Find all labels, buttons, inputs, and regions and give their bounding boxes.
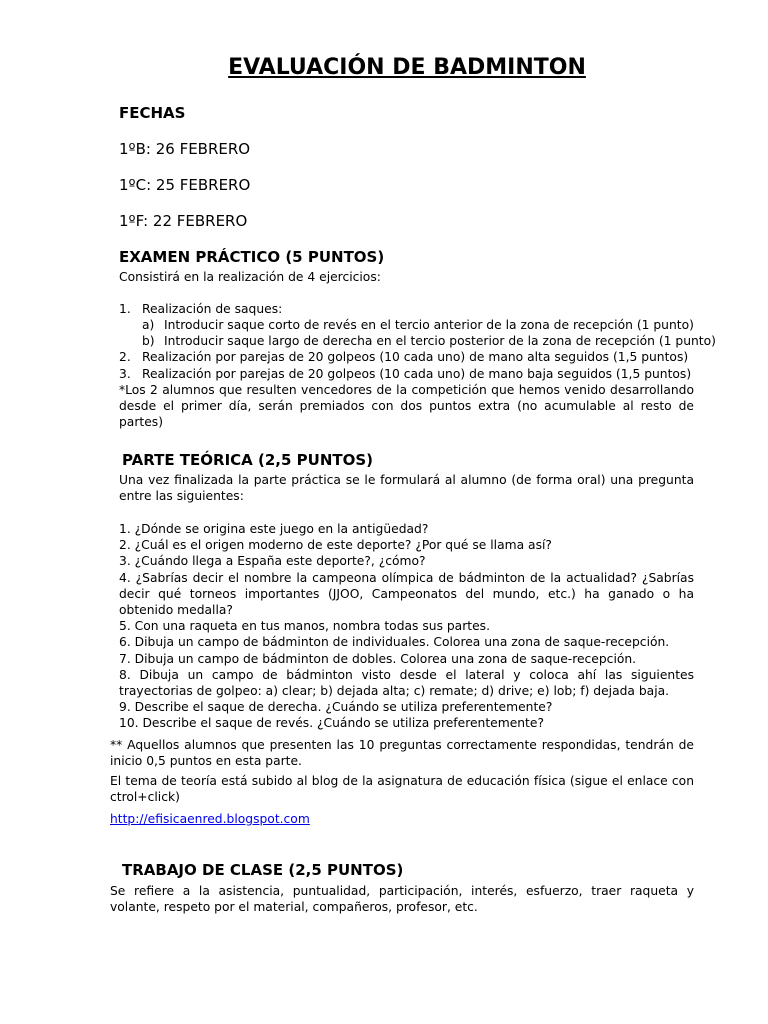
document-title: EVALUACIÓN DE BADMINTON: [228, 55, 586, 80]
examen-intro: Consistirá en la realización de 4 ejercicios:: [119, 270, 381, 284]
list-number: 1.: [119, 302, 131, 316]
examen-item-3: [119, 366, 691, 382]
list-item: 4. ¿Sabrías decir el nombre la campeona olímpica de bádminton de la actualidad? ¿Sabrías decir qué torneos importantes (JJOO, Campeonatos del mundo, etc.) ha ganado o ha obtenido medalla?: [119, 570, 694, 618]
list-item: 7. Dibuja un campo de bádminton de dobles. Colorea una zona de saque-recepción.: [119, 651, 637, 666]
blog-link[interactable]: [110, 811, 310, 827]
list-number: 2.: [119, 350, 131, 364]
examen-item-1: [119, 301, 282, 317]
teorica-heading: PARTE TEÓRICA (2,5 PUNTOS): [122, 451, 374, 469]
list-item: 3. ¿Cuándo llega a España este deporte?, ¿cómo?: [119, 554, 426, 569]
examen-item-a: [142, 317, 694, 333]
teorica-intro: Una vez finalizada la parte práctica se le formulará al alumno (de forma oral) una pregunta entre las siguientes:: [119, 473, 694, 504]
list-letter: a): [142, 318, 155, 332]
date-1f: 1ºF: 22 FEBRERO: [119, 212, 248, 230]
teorica-note-2: El tema de teoría está subido al blog de la asignatura de educación física (sigue el enlace con ctrol+click): [110, 774, 694, 805]
list-text: Introducir saque largo de derecha en el tercio posterior de la zona de recepción (1 punto): [164, 334, 716, 348]
list-letter: b): [142, 334, 155, 348]
list-number: 3.: [119, 367, 131, 381]
examen-note: *Los 2 alumnos que resulten vencedores de la competición que hemos venido desarrollando desde el primer día, serán premiados con dos puntos extra (no acumulable al resto de partes): [119, 383, 694, 430]
list-text: Realización de saques:: [142, 302, 283, 316]
trabajo-text: Se refiere a la asistencia, puntualidad, participación, interés, esfuerzo, traer raqueta y volante, respeto por el material, compañeros, profesor, etc.: [110, 884, 694, 915]
list-item: 6. Dibuja un campo de bádminton de individuales. Colorea una zona de saque-recepción.: [119, 635, 670, 650]
trabajo-heading: TRABAJO DE CLASE (2,5 PUNTOS): [122, 861, 404, 879]
examen-item-2: [119, 349, 688, 365]
list-item: 9. Describe el saque de derecha. ¿Cuándo se utiliza preferentemente?: [119, 700, 553, 715]
date-1b: 1ºB: 26 FEBRERO: [119, 140, 251, 158]
examen-item-b: [142, 333, 716, 349]
list-text: Realización por parejas de 20 golpeos (10 cada uno) de mano baja seguidos (1,5 puntos): [142, 367, 692, 381]
list-item: 10. Describe el saque de revés. ¿Cuándo se utiliza preferentemente?: [119, 716, 544, 731]
list-text: Introducir saque corto de revés en el tercio anterior de la zona de recepción (1 punto): [164, 318, 694, 332]
examen-heading: EXAMEN PRÁCTICO (5 PUNTOS): [119, 248, 385, 266]
question-list: [119, 521, 694, 732]
fechas-heading: FECHAS: [119, 104, 186, 122]
list-item: 2. ¿Cuál es el origen moderno de este deporte? ¿Por qué se llama así?: [119, 538, 552, 553]
list-item: 5. Con una raqueta en tus manos, nombra todas sus partes.: [119, 619, 490, 634]
blog-link-text[interactable]: http://efisicaenred.blogspot.com: [110, 812, 310, 826]
date-1c: 1ºC: 25 FEBRERO: [119, 176, 251, 194]
teorica-note-1: ** Aquellos alumnos que presenten las 10 preguntas correctamente respondidas, tendrán de inicio 0,5 puntos en esta parte.: [110, 738, 694, 769]
list-text: Realización por parejas de 20 golpeos (10 cada uno) de mano alta seguidos (1,5 puntos): [142, 350, 689, 364]
list-item: 8. Dibuja un campo de bádminton visto desde el lateral y coloca ahí las siguientes trayectorias de golpeo: a) clear; b) dejada alta; c) remate; d) drive; e) lob; f) dejada baja.: [119, 667, 694, 699]
list-item: 1. ¿Dónde se origina este juego en la antigüedad?: [119, 522, 429, 536]
